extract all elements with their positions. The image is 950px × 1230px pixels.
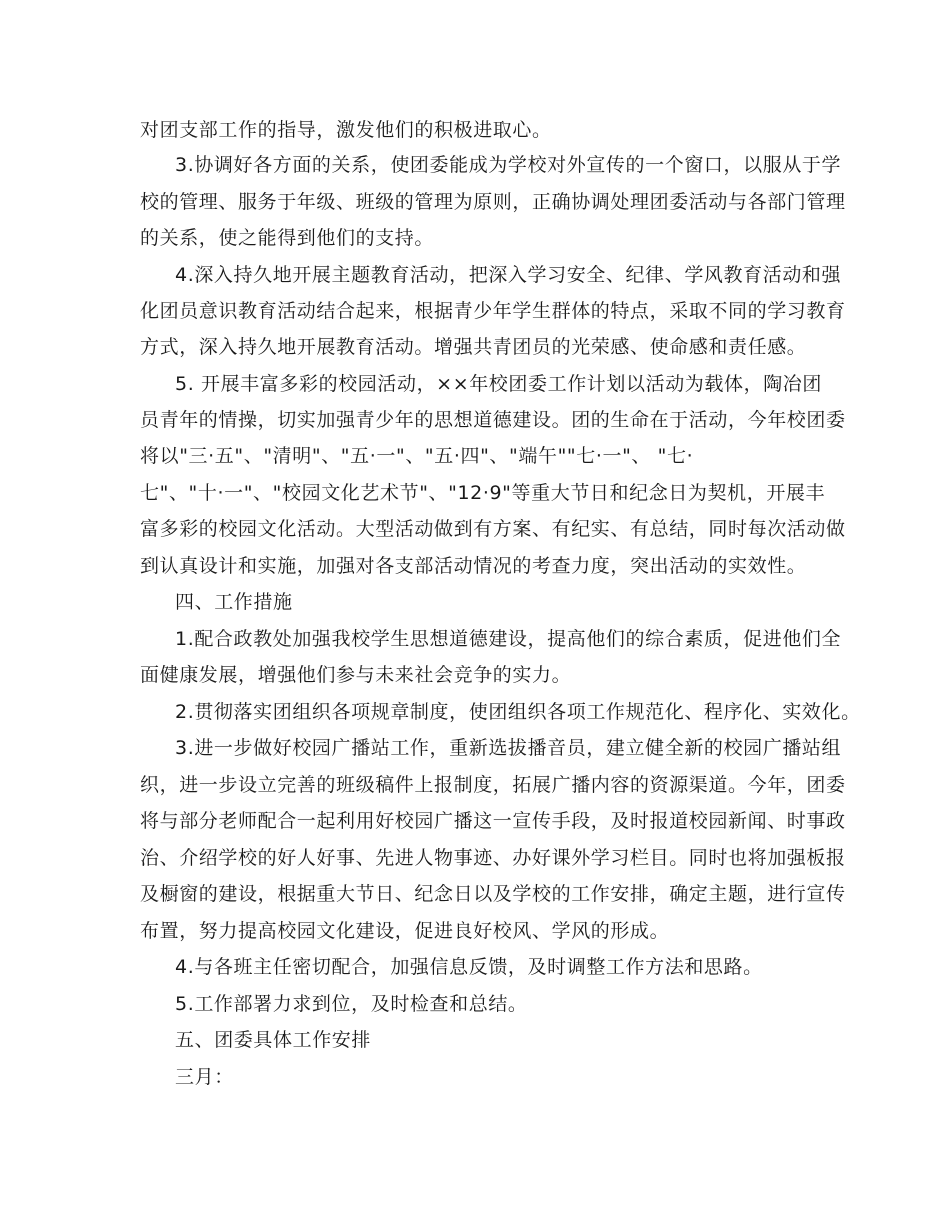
body-text-line: 及橱窗的建设，根据重大节日、纪念日以及学校的工作安排，确定主题，进行宣传 <box>140 883 846 905</box>
body-text-line: 3.进一步做好校园广播站工作，重新选拔播音员，建立健全新的校园广播站组 <box>175 737 842 759</box>
body-text-line: 员青年的情操，切实加强青少年的思想道德建设。团的生命在于活动，今年校团委 <box>140 409 846 431</box>
body-text-line: 富多彩的校园文化活动。大型活动做到有方案、有纪实、有总结，同时每次活动做 <box>140 518 846 540</box>
body-text-line: 2.贯彻落实团组织各项规章制度，使团组织各项工作规范化、程序化、实效化。 <box>175 701 861 723</box>
body-text-line: 5.工作部署力求到位，及时检查和总结。 <box>175 993 528 1015</box>
body-text-line: 织，进一步设立完善的班级稿件上报制度，拓展广播内容的资源渠道。今年，团委 <box>140 774 846 796</box>
body-text-line: 4.与各班主任密切配合，加强信息反馈，及时调整工作方法和思路。 <box>175 956 763 978</box>
month-heading: 三月： <box>175 1066 234 1088</box>
body-text-line: 5. 开展丰富多彩的校园活动，××年校团委工作计划以活动为载体，陶冶团 <box>175 373 823 395</box>
body-text-line: 将与部分老师配合一起利用好校园广播这一宣传手段，及时报道校园新闻、时事政 <box>140 810 846 832</box>
body-text-line: 方式，深入持久地开展教育活动。增强共青团员的光荣感、使命感和责任感。 <box>140 336 807 358</box>
body-text-line: 治、介绍学校的好人好事、先进人物事迹、办好课外学习栏目。同时也将加强板报 <box>140 847 846 869</box>
body-text-line: 七"、"十·一"、"校园文化艺术节"、"12·9"等重大节日和纪念日为契机，开展丰 <box>140 482 826 504</box>
body-text-line: 将以"三·五"、"清明"、"五·一"、"五·四"、"端午""七·一"、 "七· <box>140 445 694 467</box>
body-text-line: 布置，努力提高校园文化建设，促进良好校风、学风的形成。 <box>140 920 670 942</box>
body-text-line: 3.协调好各方面的关系，使团委能成为学校对外宣传的一个窗口，以服从于学 <box>175 154 842 176</box>
body-text-line: 1.配合政教处加强我校学生思想道德建设，提高他们的综合素质，促进他们全 <box>175 628 842 650</box>
body-text-line: 对团支部工作的指导，激发他们的积极进取心。 <box>140 119 552 141</box>
body-text-line: 校的管理、服务于年级、班级的管理为原则，正确协调处理团委活动与各部门管理 <box>140 191 846 213</box>
body-text-line: 化团员意识教育活动结合起来，根据青少年学生群体的特点，采取不同的学习教育 <box>140 300 846 322</box>
section-heading: 四、工作措施 <box>175 591 293 613</box>
body-text-line: 的关系，使之能得到他们的支持。 <box>140 227 435 249</box>
body-text-line: 4.深入持久地开展主题教育活动，把深入学习安全、纪律、学风教育活动和强 <box>175 264 842 286</box>
body-text-line: 面健康发展，增强他们参与未来社会竞争的实力。 <box>140 664 572 686</box>
section-heading: 五、团委具体工作安排 <box>175 1029 372 1051</box>
body-text-line: 到认真设计和实施，加强对各支部活动情况的考查力度，突出活动的实效性。 <box>140 555 807 577</box>
